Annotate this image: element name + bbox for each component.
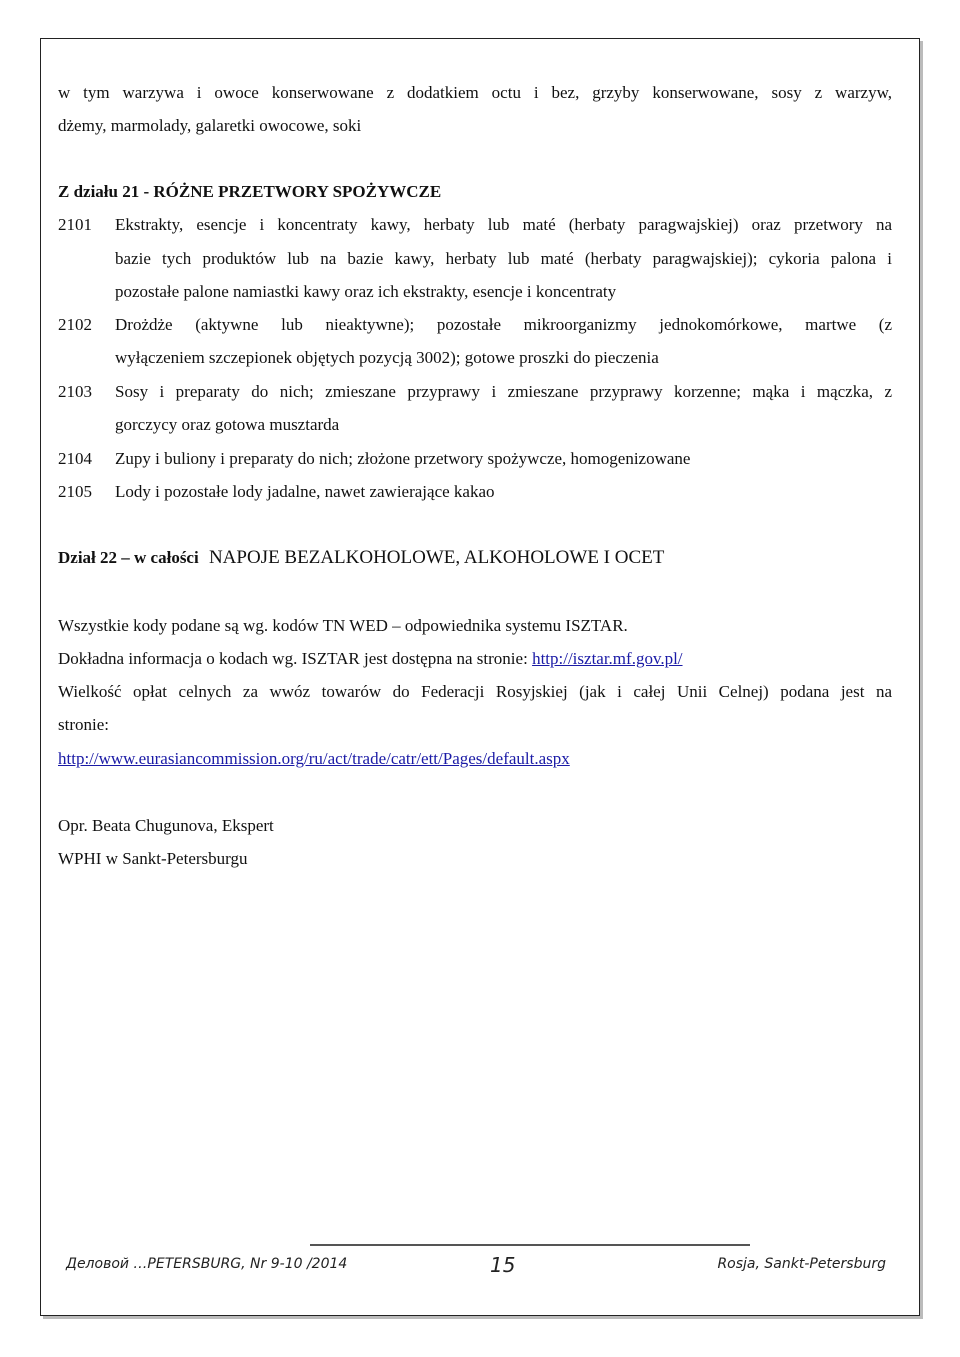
item-2101-line-3: pozostałe palone namiastki kawy oraz ich ekstrakty, esencje i koncentraty [115, 282, 617, 301]
intro-line-1: w tym warzywa i owoce konserwowane z dodatkiem octu i bez, grzyby konserwowane, sosy z warzyw, [58, 83, 892, 102]
item-2104-line-1: Zupy i buliony i preparaty do nich; złożone przetwory spożywcze, homogenizowane [115, 449, 691, 468]
note-duties-line-1: Wielkość opłat celnych za wwóz towarów do Federacji Rosyjskiej (jak i całej Unii Celnej) podana jest na [58, 682, 892, 701]
footer-location: Rosja, Sankt-Petersburg [717, 1256, 886, 1272]
item-code-2105: 2105 [58, 482, 92, 501]
note-codes: Wszystkie kody podane są wg. kodów TN WED – odpowiednika systemu ISZTAR. [58, 616, 628, 635]
item-2101-line-2: bazie tych produktów lub na bazie kawy, herbaty lub maté (herbaty paragwajskiej); cykoria palona i [115, 249, 892, 268]
note-isztar-text: Dokładna informacja o kodach wg. ISZTAR jest dostępna na stronie: [58, 649, 533, 668]
item-code-2102: 2102 [58, 315, 92, 334]
footer-rule [310, 1244, 750, 1246]
section-22-heading-bold: Dział 22 – w całości [58, 548, 199, 567]
item-2102-line-2: wyłączeniem szczepionek objętych pozycją 3002); gotowe proszki do pieczenia [115, 348, 659, 367]
item-2103-line-2: gorczycy oraz gotowa musztarda [115, 415, 340, 434]
signature-office: WPHI w Sankt-Petersburgu [58, 849, 248, 868]
signature-author: Opr. Beata Chugunova, Ekspert [58, 816, 274, 835]
intro-line-2: dżemy, marmolady, galaretki owocowe, soki [58, 116, 362, 135]
item-code-2103: 2103 [58, 382, 92, 401]
note-isztar [58, 648, 683, 670]
item-code-2101: 2101 [58, 215, 92, 234]
item-2105-line-1: Lody i pozostałe lody jadalne, nawet zawierające kakao [115, 482, 495, 501]
page-number: 15 [490, 1253, 516, 1277]
item-2102-line-1: Drożdże (aktywne lub nieaktywne); pozostałe mikroorganizmy jednokomórkowe, martwe (z [115, 315, 892, 334]
note-duties-line-2: stronie: [58, 715, 109, 734]
section-21-heading: Z działu 21 - RÓŻNE PRZETWORY SPOŻYWCZE [58, 182, 442, 201]
item-2101-line-1: Ekstrakty, esencje i koncentraty kawy, herbaty lub maté (herbaty paragwajskiej) oraz przetwory na [115, 215, 892, 234]
eurasian-link-line [58, 748, 570, 770]
item-code-2104: 2104 [58, 449, 92, 468]
isztar-link[interactable]: http://isztar.mf.gov.pl/ [532, 649, 683, 668]
eurasian-commission-link[interactable]: http://www.eurasiancommission.org/ru/act/trade/catr/ett/Pages/default.aspx [58, 749, 570, 768]
section-22-heading-title: NAPOJE BEZALKOHOLOWE, ALKOHOLOWE I OCET [208, 547, 665, 568]
footer-publication: Деловой …PETERSBURG, Nr 9-10 /2014 [66, 1256, 348, 1272]
item-2103-line-1: Sosy i preparaty do nich; zmieszane przyprawy i zmieszane przyprawy korzenne; mąka i mączka, z [115, 382, 892, 401]
section-22-heading [58, 547, 664, 569]
